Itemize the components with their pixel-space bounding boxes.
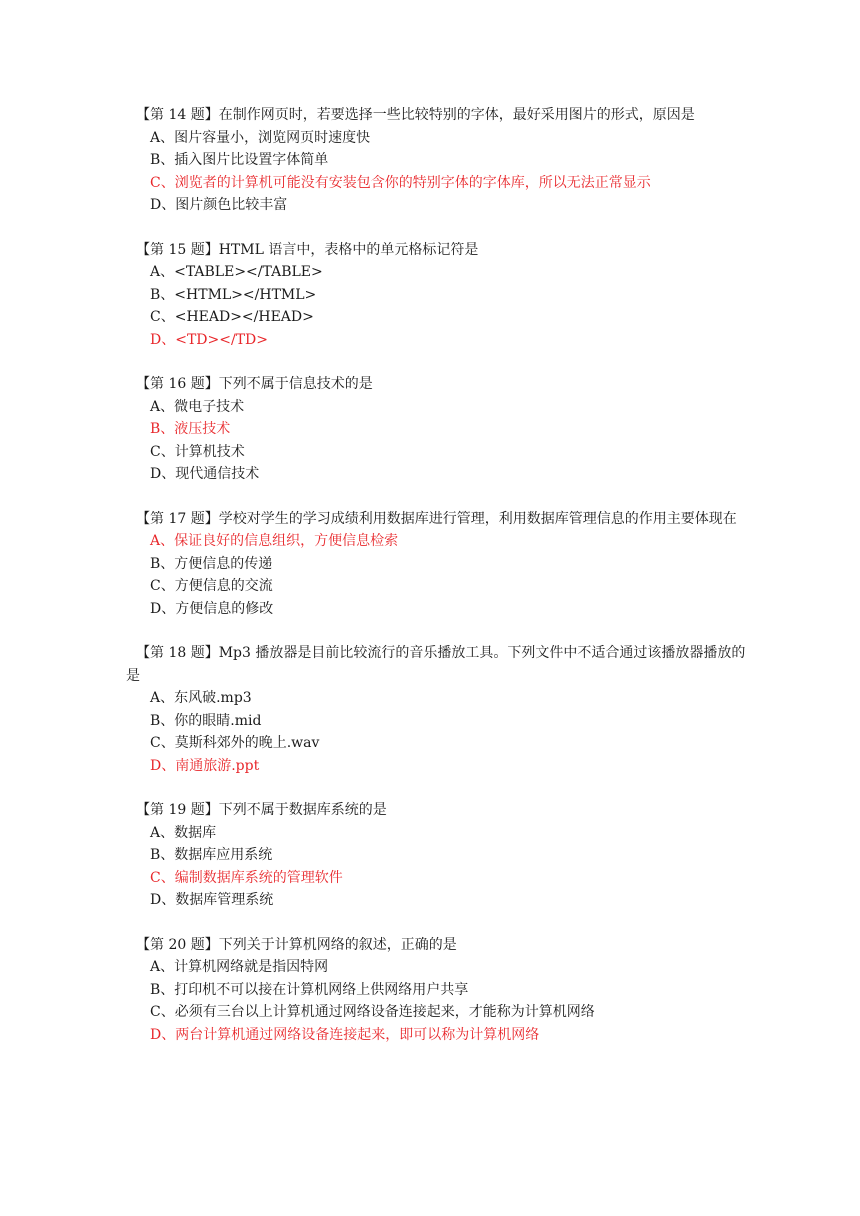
question-text: 【第 16 题】下列不属于信息技术的是 <box>136 376 373 392</box>
option-d: D、方便信息的修改 <box>150 600 274 617</box>
question-text: 【第 18 题】Mp3 播放器是目前比较流行的音乐播放工具。下列文件中不适合通过该播放器播放的是 <box>126 645 746 684</box>
option-d: D、图片颜色比较丰富 <box>150 197 288 213</box>
option-c: C、莫斯科郊外的晚上.wav <box>150 735 320 751</box>
option-c: C、编制数据库系统的管理软件 <box>150 869 343 886</box>
question-19 <box>126 799 746 912</box>
question-text: 【第 15 题】HTML 语言中，表格中的单元格标记符是 <box>136 241 479 258</box>
option-d: D、现代通信技术 <box>150 466 260 482</box>
option-a: A、数据库 <box>150 824 217 841</box>
option-d: D、数据库管理系统 <box>150 892 274 908</box>
option-b: B、你的眼睛.mid <box>150 712 262 729</box>
option-b: B、液压技术 <box>150 421 231 437</box>
option-a: A、保证良好的信息组织，方便信息检索 <box>150 533 399 549</box>
option-b: B、打印机不可以接在计算机网络上供网络用户共享 <box>150 981 469 998</box>
question-17 <box>126 508 746 621</box>
question-15 <box>126 239 746 352</box>
option-a: A、微电子技术 <box>150 398 245 415</box>
option-d: D、南通旅游.ppt <box>150 757 260 774</box>
question-16 <box>126 373 746 486</box>
option-b: B、插入图片比设置字体简单 <box>150 152 329 168</box>
option-a: A、东风破.mp3 <box>150 690 252 706</box>
option-c: C、<HEAD></HEAD> <box>150 309 314 325</box>
question-18 <box>126 642 746 777</box>
question-text: 【第 14 题】在制作网页时，若要选择一些比较特别的字体，最好采用图片的形式，原因是 <box>136 107 695 123</box>
question-14 <box>126 104 746 217</box>
option-c: C、浏览者的计算机可能没有安装包含你的特别字体的字体库，所以无法正常显示 <box>150 174 651 191</box>
question-text: 【第 17 题】学校对学生的学习成绩利用数据库进行管理，利用数据库管理信息的作用主要体现在 <box>136 510 737 527</box>
question-list <box>126 104 746 1068</box>
option-c: C、必须有三台以上计算机通过网络设备连接起来，才能称为计算机网络 <box>150 1004 595 1020</box>
option-b: B、方便信息的传递 <box>150 555 273 572</box>
option-a: A、计算机网络就是指因特网 <box>150 959 329 975</box>
option-a: A、图片容量小，浏览网页时速度快 <box>150 129 371 146</box>
option-a: A、<TABLE></TABLE> <box>150 264 323 280</box>
option-c: C、计算机技术 <box>150 443 245 460</box>
option-d: D、两台计算机通过网络设备连接起来，即可以称为计算机网络 <box>150 1026 540 1043</box>
option-d: D、<TD></TD> <box>150 331 268 348</box>
question-text: 【第 19 题】下列不属于数据库系统的是 <box>136 802 387 818</box>
question-20 <box>126 934 746 1047</box>
option-c: C、方便信息的交流 <box>150 578 273 594</box>
option-b: B、<HTML></HTML> <box>150 286 317 303</box>
question-text: 【第 20 题】下列关于计算机网络的叙述，正确的是 <box>136 936 457 953</box>
option-b: B、数据库应用系统 <box>150 847 273 863</box>
